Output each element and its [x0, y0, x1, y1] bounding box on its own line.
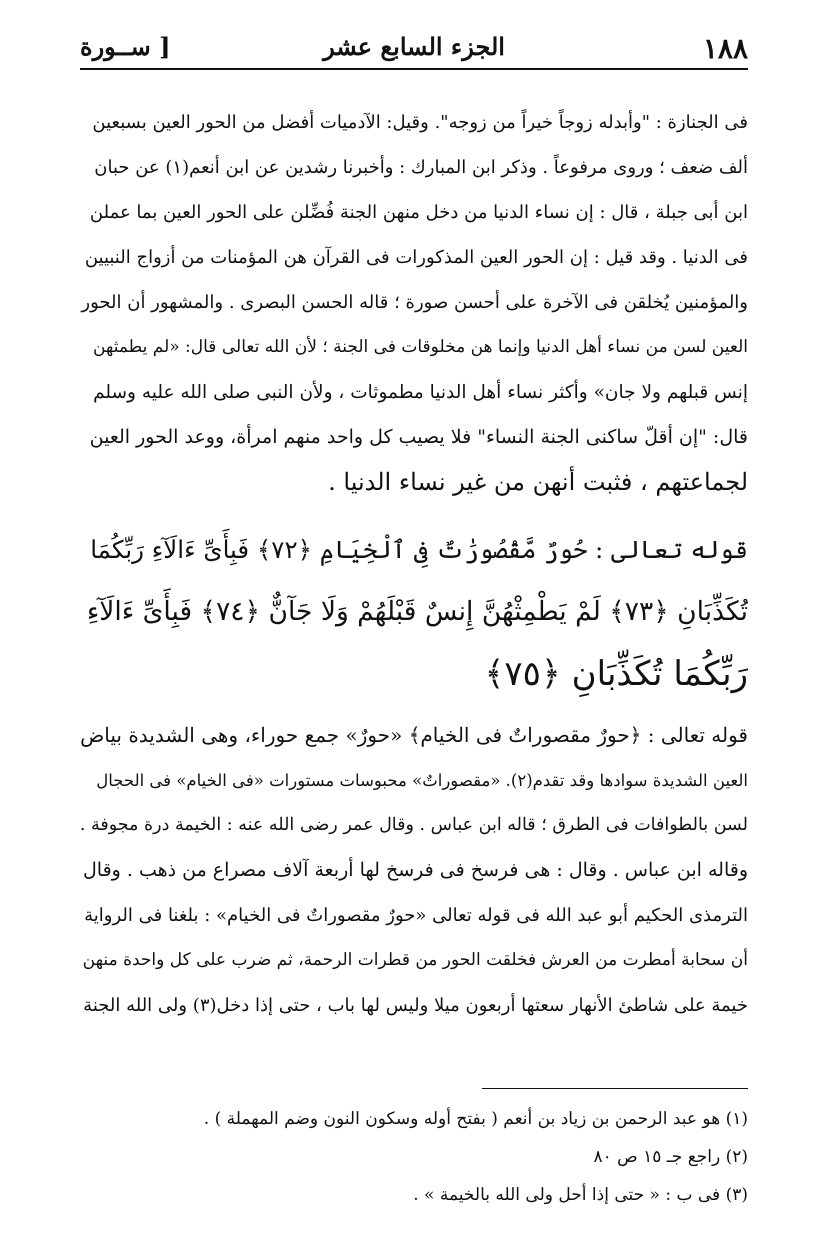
footnote: (١) هو عبد الرحمن بن زياد بن أنعم ( بفتح أوله وسكون النون وضم المهملة ) .: [203, 1109, 748, 1129]
text-line: خيمة على شاطئ الأنهار سعتها أربعون ميلا وليس لها باب ، حتى إذا دخل(٣) ولى الله الجنة: [83, 995, 748, 1016]
header-rule: [80, 68, 748, 70]
text-line: أن سحابة أمطرت من العرش فخلقت الحور من قطرات الرحمة، ثم ضرب على كل واحدة منهن: [82, 950, 748, 970]
footnote: (٣) فى ب : « حتى إذا أحل ولى الله بالخيمة » .: [413, 1185, 748, 1205]
page-number: ١٨٨: [702, 32, 748, 65]
text-line: العين لسن من نساء أهل الدنيا وإنما هن مخلوقات فى الجنة ؛ لأن الله تعالى قال: «لم يطمثهن: [92, 337, 748, 357]
text-line: ألف ضعف ؛ وروى مرفوعاً . وذكر ابن المبارك : وأخبرنا رشدين عن ابن أنعم(١) عن حبان: [94, 157, 748, 178]
part-title: الجزء السابع عشر: [323, 32, 505, 61]
surah-title: [ ســورة: [80, 32, 171, 61]
text-line: والمؤمنين يُخلقن فى الآخرة على أحسن صورة ؛ قاله الحسن البصرى . والمشهور أن الحور: [81, 292, 748, 313]
text-line: العين الشديدة سوادها وقد تقدم(٢). «مقصوراتٌ» محبوسات مستورات «فى الخيام» فى الحجال: [96, 771, 748, 790]
verse-line: تُكَذِّبَانِ ﴿٧٣﴾ لَمْ يَطْمِثْهُنَّ إِنسٌ قَبْلَهُمْ وَلَا جَآنٌّ ﴿٧٤﴾ فَبِأَىِّ ءَالَآءِ: [86, 596, 748, 627]
text-line: فى الجنازة : "وأبدله زوجاً خيراً من زوجه". وقيل: الآدميات أفضل من الحور العين بسبعين: [92, 112, 748, 133]
text-line: لسن بالطوافات فى الطرق ؛ قاله ابن عباس . وقال عمر رضى الله عنه : الخيمة درة مجوفة .: [80, 815, 748, 835]
commentary-paragraph-1: [80, 100, 748, 705]
text-line: قوله تعالى : ﴿حورٌ مقصوراتٌ فى الخيام﴾ «حورٌ» جمع حوراء، وهى الشديدة بياض: [80, 723, 748, 747]
page-header: [80, 22, 748, 70]
text-line: وقاله ابن عباس . وقال : هى فرسخ فى فرسخ لها أربعة آلاف مصراع من ذهب . وقال: [82, 859, 748, 881]
quran-verse-block: [80, 519, 748, 705]
commentary-paragraph-2: [80, 713, 748, 1028]
text-line: قال: "إن أقلّ ساكنى الجنة النساء" فلا يصيب كل واحد منهم امرأة، ووعد الحور العين: [89, 426, 748, 448]
text-line: ابن أبى جبلة ، قال : إن نساء الدنيا من دخل منهن الجنة فُضِّلن على الحور العين بما عملن: [89, 202, 748, 223]
verse-line: رَبِّكُمَا تُكَذِّبَانِ ﴿٧٥﴾: [484, 654, 748, 694]
footnote-rule: [482, 1088, 748, 1089]
text-line: إنس قبلهم ولا جان» وأكثر نساء أهل الدنيا مطموثات ، ولأن النبى صلى الله عليه وسلم: [93, 382, 748, 403]
footnote: (٢) راجع جـ ١٥ ص ٨٠: [593, 1147, 748, 1167]
text-line: لجماعتهم ، فثبت أنهن من غير نساء الدنيا .: [328, 468, 748, 496]
footnotes: [80, 1100, 748, 1214]
text-line: الترمذى الحكيم أبو عبد الله فى قوله تعالى «حورٌ مقصوراتٌ فى الخيام» : بلغنا فى الرواية: [84, 905, 748, 926]
text-line: فى الدنيا . وقد قيل : إن الحور العين المذكورات فى القرآن هن المؤمنات من أزواج النبيين: [84, 247, 748, 268]
verse-line: قوله تعالى : حُورٌ مَّقْصُورَٰتٌ فِى ٱلْخِيَامِ ﴿٧٢﴾ فَبِأَىِّ ءَالَآءِ رَبِّكُمَا: [90, 535, 748, 564]
